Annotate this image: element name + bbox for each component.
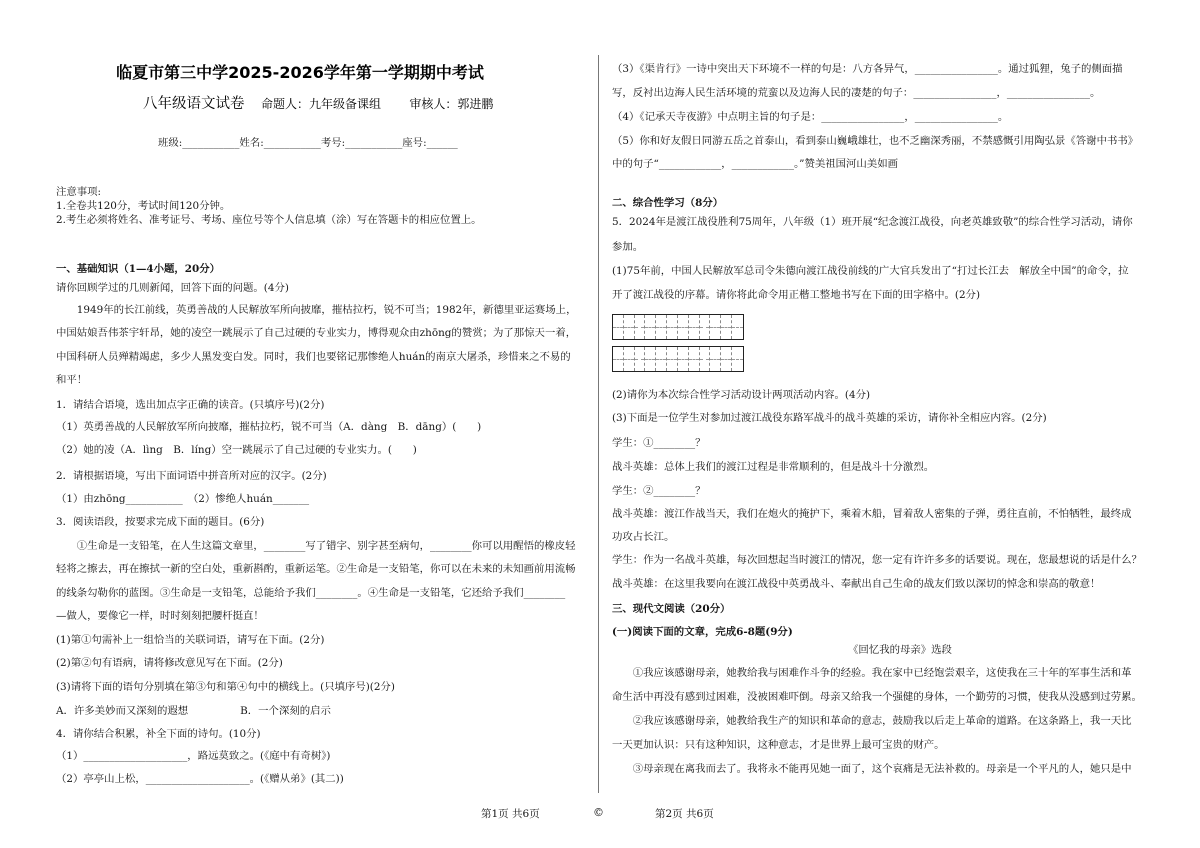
notes-heading: 注意事项: bbox=[56, 186, 102, 198]
text-line: 中国姑娘吾伟茶宇轩昂，她的凌空一跳展示了自己过硬的专业实力，博得观众由zhōng的赞赏；为了那惊天一着， bbox=[56, 327, 577, 339]
question-3-2: (2)第②句有语病，请将修改意见写在下面。(2分) bbox=[56, 657, 283, 669]
question-2-blanks: （1）由zhōng___________ （2）惨绝人huán_______ bbox=[56, 493, 310, 505]
right-page bbox=[600, 0, 1200, 848]
interview-line: 战斗英雄：总体上我们的渡江过程是非常顺利的，但是战斗十分激烈。 bbox=[612, 461, 935, 473]
text-line: 开了渡江战役的序幕。请你将此命令用正楷工整地书写在下面的田字格中。(2分) bbox=[612, 289, 980, 301]
passage-line: ①我应该感谢母亲，她教给我与困难作斗争的经验。我在家中已经饱尝艰辛，这使我在三十年的军事生活和革 bbox=[612, 667, 1132, 679]
passage-title: 《回忆我的母亲》选段 bbox=[848, 644, 952, 656]
text-line: 的线条勾勒你的蓝图。③生命是一支铅笔，总能给予我们________。④生命是一支铅笔，它还给予我们________ bbox=[56, 587, 566, 599]
exam-subtitle bbox=[143, 95, 493, 113]
question-4-5: （5）你和好友假日同游五岳之首泰山，看到泰山巍峨雄壮，也不乏幽深秀丽，不禁感慨引用陶弘景《答谢中书书》 bbox=[612, 135, 1139, 147]
text-line: 中的句子“____________，____________。”赞美祖国河山美如画 bbox=[612, 158, 898, 170]
question-3-options: A．许多美妙而又深刻的遐想 B．一个深刻的启示 bbox=[56, 705, 331, 717]
question-1-2: （2）她的凌（A．lìng B．líng）空一跳展示了自己过硬的专业实力。( ) bbox=[56, 444, 417, 456]
question-5-2: (2)请你为本次综合性学习活动设计两项活动内容。(4分) bbox=[612, 389, 871, 401]
author-label: 命题人：九年级备课组 bbox=[260, 97, 381, 111]
text-line: 请你回顾学过的几则新闻，回答下面的问题。(4分) bbox=[56, 282, 289, 294]
question-5-3: (3)下面是一位学生对参加过渡江战役东路军战斗的战斗英雄的采访，请你补全相应内容。(2分) bbox=[612, 412, 1047, 424]
text-line: ①生命是一支铅笔，在人生这篇文章里，________写了错字、别字甚至病句，________你可以用醒悟的橡皮轻 bbox=[56, 540, 576, 552]
copyright-icon: © bbox=[593, 806, 604, 819]
reviewer-label: 审核人：郭进鹏 bbox=[409, 97, 494, 111]
interview-line: 功攻占长江。 bbox=[612, 531, 675, 543]
question-1-1: （1）英勇善战的人民解放军所向披靡，摧枯拉朽，锐不可当（A．dàng B．dāng）( ) bbox=[56, 421, 482, 433]
subject-label: 八年级语文试卷 bbox=[143, 96, 245, 112]
text-line: 1949年的长江前线，英勇善战的人民解放军所向披靡，摧枯拉朽，锐不可当；1982年，新德里亚运赛场上， bbox=[56, 304, 577, 316]
question-5: 5．2024年是渡江战役胜利75周年，八年级（1）班开展“纪念渡江战役，向老英雄致敬”的综合性学习活动，请你 bbox=[612, 216, 1133, 228]
exam-title: 临夏市第三中学2025-2026学年第一学期期中考试 bbox=[116, 63, 484, 82]
interview-line: 学生：①________？ bbox=[612, 437, 706, 449]
interview-line: 战斗英雄：渡江作战当天，我们在炮火的掩护下，乘着木船，冒着敌人密集的子弹，勇往直前，不怕牺牲，最终成 bbox=[612, 508, 1132, 520]
interview-line: 学生：作为一名战斗英雄，每次回想起当时渡江的情况，您一定有许许多多的话要说。现在，您最想说的话是什么？ bbox=[612, 554, 1142, 566]
page-number-left: 第1页 共6页 bbox=[481, 808, 540, 820]
passage-line: ②我应该感谢母亲，她教给我生产的知识和革命的意志，鼓励我以后走上革命的道路。在这条路上，我一天比 bbox=[612, 715, 1132, 727]
student-info-fields: 班级:___________姓名:___________考号:___________座号:______ bbox=[158, 137, 458, 149]
text-line: 和平！ bbox=[56, 374, 88, 386]
question-4-2: （2）亭亭山上松，____________________。(《赠从弟》(其二)) bbox=[56, 773, 344, 785]
section-heading-reading: 三、现代文阅读（20分） bbox=[612, 603, 731, 615]
question-3: 3．阅读语段，按要求完成下面的题目。(6分) bbox=[56, 516, 265, 528]
text-line: 轻将之擦去，再在擦拭一新的空白处，重新斟酌，重新运笔。②生命是一支铅笔，你可以在未来的未知画前用流畅 bbox=[56, 563, 576, 575]
note-item: 1.全卷共120分，考试时间120分钟。 bbox=[56, 200, 231, 212]
question-3-1: (1)第①句需补上一组恰当的关联词语，请写在下面。(2分) bbox=[56, 634, 325, 646]
section-heading-basics: 一、基础知识（1—4小题，20分） bbox=[56, 263, 220, 275]
text-line: —做人，要像它一样，时时刻刻把腰杆挺直！ bbox=[56, 610, 264, 622]
text-line: （3）《渠肯行》一诗中突出天下环境不一样的句是：八方各异气，________________。通过狐狸，兔子的侧面描 bbox=[612, 63, 1123, 75]
question-5-1: (1)75年前，中国人民解放军总司令朱德向渡江战役前线的广大官兵发出了“打过长江去 解放全中国”的命令，拉 bbox=[612, 265, 1129, 277]
interview-line: 战斗英雄：在这里我要向在渡江战役中英勇战斗、奉献出自己生命的战友们致以深切的悼念和崇高的敬意！ bbox=[612, 578, 1101, 590]
passage-line: 命生活中再没有感到过困难，没被困难吓倒。母亲又给我一个强健的身体，一个勤劳的习惯，使我从没感到过劳累。 bbox=[612, 691, 1142, 703]
tianzige-grid-row-1[interactable] bbox=[612, 314, 744, 340]
passage-line: 一天更加认识：只有这种知识，这种意志，才是世界上最可宝贵的财产。 bbox=[612, 739, 945, 751]
question-4: 4．请你结合积累，补全下面的诗句。(10分) bbox=[56, 728, 261, 740]
question-2: 2．请根据语境，写出下面词语中拼音所对应的汉字。(2分) bbox=[56, 470, 327, 482]
note-item: 2.考生必须将姓名、准考证号、考场、座位号等个人信息填（涂）写在答题卡的相应位置上。 bbox=[56, 214, 482, 226]
interview-line: 学生：②________？ bbox=[612, 485, 706, 497]
question-1: 1．请结合语境，选出加点字正确的读音。(只填序号)(2分) bbox=[56, 399, 325, 411]
text-line: 写，反衬出边海人民生活环境的荒蛮以及边海人民的凄楚的句子：________________，________________。 bbox=[612, 87, 1101, 99]
section-heading-integrated: 二、综合性学习（8分） bbox=[612, 197, 724, 209]
question-3-3: (3)请将下面的语句分别填在第③句和第④句中的横线上。(只填序号)(2分) bbox=[56, 681, 395, 693]
text-line: 参加。 bbox=[612, 241, 644, 253]
question-4-4: （4）《记承天寺夜游》中点明主旨的句子是：________________，________________。 bbox=[612, 111, 1009, 123]
text-line: 中国科研人员殚精竭虑，多少人黑发变白发。同时，我们也要铭记那惨绝人huán的南京大屠杀，珍惜来之不易的 bbox=[56, 351, 571, 363]
page-number-right: 第2页 共6页 bbox=[655, 808, 714, 820]
tianzige-grid-row-2[interactable] bbox=[612, 346, 744, 372]
passage-line: ③母亲现在离我而去了。我将永不能再见她一面了，这个哀痛是无法补救的。母亲是一个平凡的人，她只是中 bbox=[612, 763, 1132, 775]
reading-instructions: (一)阅读下面的文章，完成6-8题(9分) bbox=[612, 626, 793, 638]
question-4-1: （1）____________________，路远莫致之。(《庭中有奇树》) bbox=[56, 750, 331, 762]
